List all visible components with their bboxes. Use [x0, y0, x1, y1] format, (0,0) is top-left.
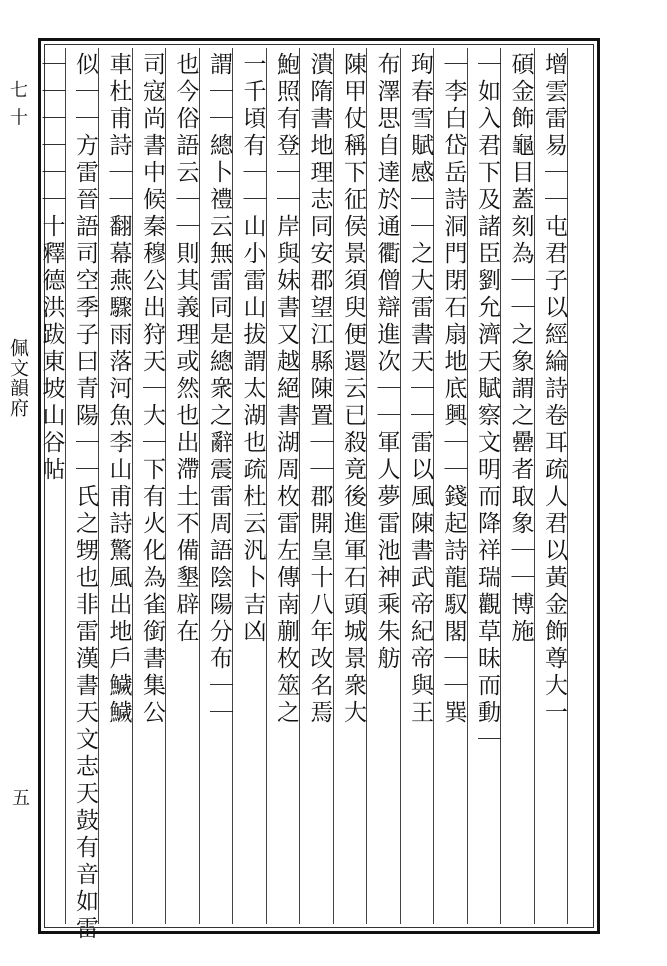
- text-column: 增雲雷易｜｜屯君子以經綸詩卷耳疏人君以黃金飾尊大一: [541, 52, 567, 727]
- text-column: 似｜｜方雷晉語司空季子曰青陽｜｜氏之甥也非雷漢書天文志天鼓有音如雷: [72, 52, 98, 943]
- text-column: ｜｜｜｜｜｜十釋德洪跋東坡山谷帖: [38, 52, 65, 484]
- page-margin-strip: [0, 40, 36, 932]
- text-column: 謂｜｜總卜禮云無雷同是總衆之辭震雷周語陰陽分布｜｜: [206, 52, 232, 727]
- text-column: 潰隋書地理志同安郡望江縣陳置｜｜郡開皇十八年改名焉: [306, 52, 333, 727]
- margin-top-mark: 七 十: [7, 80, 28, 128]
- text-column: 鮑照有登｜｜岸與妹書又越絕書湖周枚雷左傳南蒯枚筮之: [273, 52, 299, 727]
- text-column: 珣春雪賦感｜｜之大雷書天｜｜雷以風陳書武帝紀帝與王: [407, 52, 433, 727]
- text-column: 陳甲仗稱下征侯景須臾便還云已殺竟後進軍石頭城景衆大: [340, 52, 366, 727]
- text-column: ｜如入君下及諸臣劉允濟天賦察文明而降祥瑞觀草昧而動｜: [474, 52, 500, 754]
- text-column: 布澤思自達於通衢僧辯進次｜｜軍人夢雷池神乘朱舫: [373, 52, 400, 673]
- text-column: 司寇尚書中候秦穆公出狩天｜大｜下有火化為雀銜書集公: [139, 52, 165, 727]
- text-column: 碩金飾龜目蓋刻為｜｜之象謂之罍者取象｜｜博施: [507, 52, 534, 646]
- page-number: 五: [9, 788, 30, 806]
- text-column: 也今俗語云｜｜則其義理或然也出滯土不備墾辟在: [172, 52, 199, 646]
- text-column: ｜李白岱岳詩洞門閉石扇地底興｜｜錢起詩龍馭閣｜｜巽: [440, 52, 467, 727]
- text-column: 一千頃有｜｜山小雷山拔謂太湖也疏杜云汎卜吉凶: [239, 52, 266, 646]
- text-column: 車杜甫詩｜｜翻幕燕驟雨落河魚李山甫詩驚風出地戶鱥鱥: [105, 52, 132, 727]
- book-title: 佩文韻府: [7, 338, 29, 418]
